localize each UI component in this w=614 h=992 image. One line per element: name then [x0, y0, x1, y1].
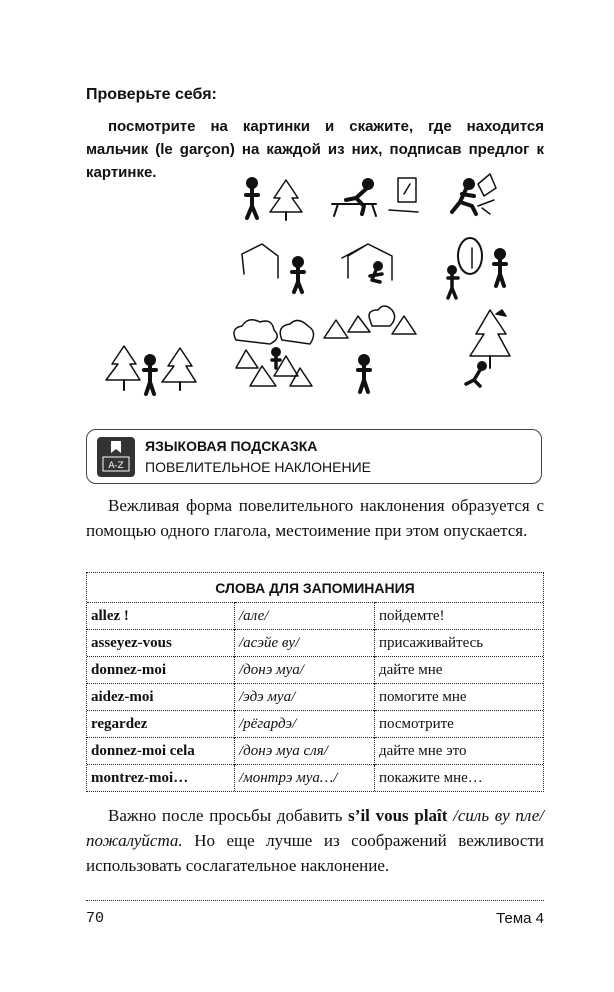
section-heading: Проверьте себя: [86, 86, 217, 103]
table-row [87, 657, 543, 684]
picture-boy-inside-house [342, 244, 392, 282]
picture-boy-in-front-of-mirror [448, 238, 506, 298]
vocab-russian: дайте мне это [375, 738, 544, 765]
picture-boy-beside-tree [246, 178, 302, 220]
picture-boy-outside-house [242, 244, 304, 292]
icon-text: A-Z [108, 461, 124, 471]
vocab-transcription: /монтрэ муа…/ [235, 765, 375, 792]
hint-title: ЯЗЫКОВАЯ ПОДСКАЗКА [145, 438, 318, 454]
hint-subtitle: ПОВЕЛИТЕЛЬНОЕ НАКЛОНЕНИЕ [145, 459, 372, 475]
vocab-russian: посмотрите [375, 711, 544, 738]
page-number: 70 [86, 910, 105, 927]
vocab-french: donnez-moi [87, 657, 235, 684]
vocab-french: montrez-moi… [87, 765, 235, 792]
vocab-transcription: /рёгардэ/ [235, 711, 375, 738]
vocab-russian: покажите мне… [375, 765, 544, 792]
vocabulary-table [87, 602, 543, 791]
topic-label: Тема 4 [496, 910, 544, 927]
vocab-french: aidez-moi [87, 684, 235, 711]
vocab-transcription: /асэйе ву/ [235, 630, 375, 657]
table-row [87, 630, 543, 657]
vocab-french: regardez [87, 711, 235, 738]
exercise-pictures [86, 170, 546, 420]
vocabulary-box [86, 572, 544, 792]
picture-boy-at-desk [452, 174, 496, 214]
paragraph-imperative: Вежливая форма повелительного наклонения образуется с помощью одного глагола, местоимение при этом опускается. [86, 496, 544, 540]
dictionary-a-z-icon [97, 437, 135, 477]
vocab-transcription: /але/ [235, 603, 375, 630]
vocab-transcription: /донэ муа/ [235, 657, 375, 684]
vocab-russian: присаживайтесь [375, 630, 544, 657]
vocab-russian: пойдемте! [375, 603, 544, 630]
language-hint-box [86, 429, 542, 484]
vocabulary-title: СЛОВА ДЛЯ ЗАПОМИНАНИЯ [215, 580, 415, 596]
phrase-translation: /силь ву пле/ пожалуйста. [86, 806, 544, 850]
phrase-sil-vous-plait: s’il vous plaît [348, 806, 448, 825]
paragraph-politeness [86, 803, 544, 878]
vocab-russian: дайте мне [375, 657, 544, 684]
picture-boy-between-trees [106, 346, 196, 394]
vocab-french: allez ! [87, 603, 235, 630]
vocab-transcription: /эдэ муа/ [235, 684, 375, 711]
table-row [87, 603, 543, 630]
vocab-transcription: /донэ муа сля/ [235, 738, 375, 765]
picture-boy-on-bench [332, 178, 418, 216]
vocab-french: asseyez-vous [87, 630, 235, 657]
table-row [87, 711, 543, 738]
picture-boy-edge-of-forest [324, 306, 416, 392]
para2-text-2: Но еще лучше из соображений вежливости использовать сослагательное наклонение. [86, 831, 544, 875]
task-instructions: посмотрите на картинки и скажите, где находится мальчик (le garçon) на каждой из них, подписав предлог к картинке. [86, 118, 544, 181]
picture-boy-in-forest [234, 320, 314, 386]
footer-divider [86, 900, 544, 901]
table-row [87, 765, 543, 792]
table-row [87, 738, 543, 765]
vocab-french: donnez-moi cela [87, 738, 235, 765]
picture-boy-under-tree [466, 310, 510, 386]
vocab-russian: помогите мне [375, 684, 544, 711]
para2-text-1: Важно после просьбы добавить [108, 806, 349, 825]
table-row [87, 684, 543, 711]
